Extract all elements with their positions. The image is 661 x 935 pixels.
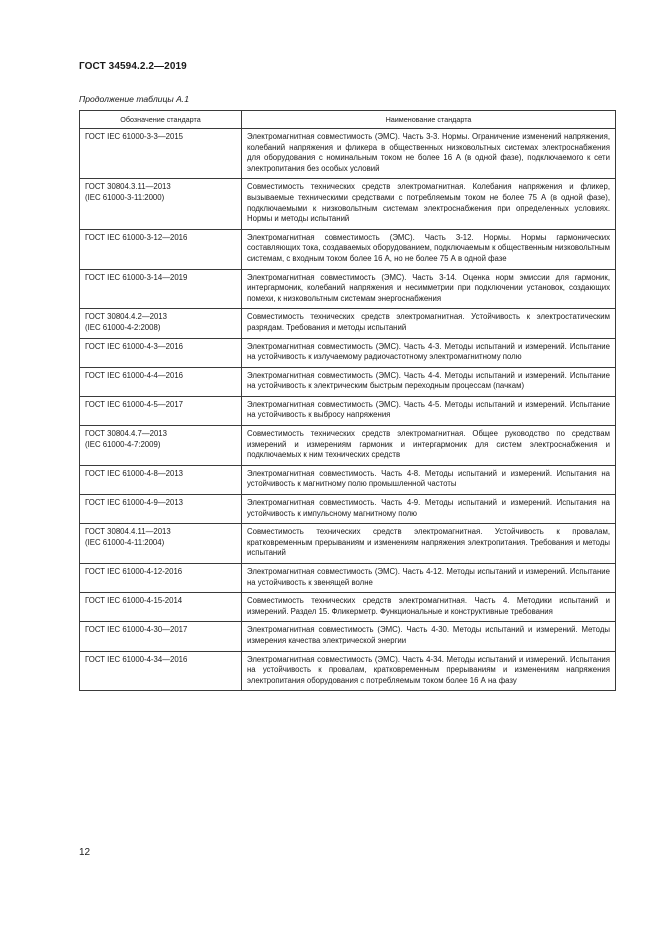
standard-code: ГОСТ IEC 61000-4-3—2016	[80, 338, 242, 367]
table-row	[80, 179, 616, 229]
standard-code: ГОСТ IEC 61000-4-34—2016	[80, 651, 242, 691]
table-caption: Продолжение таблицы А.1	[79, 94, 189, 104]
standard-name: Электромагнитная совместимость (ЭМС). Часть 3-3. Нормы. Ограничение изменений напряжения, колебаний напряжения и фликера в общественных низковольтных системах электроснабжения для оборудования с номинальным током не более 16 А (в одной фазе), подключаемого к сети электропитания без особых условий	[242, 129, 616, 179]
table-row	[80, 426, 616, 466]
table-row	[80, 229, 616, 269]
standard-name: Электромагнитная совместимость (ЭМС). Часть 4-34. Методы испытаний и измерений. Испытания на устойчивость к провалам, кратковременным прерываниям и изменениям напряжения электропитания оборудования с потребляемым током более 16 А на фазу	[242, 651, 616, 691]
table-row	[80, 651, 616, 691]
table-row	[80, 309, 616, 338]
standard-name: Электромагнитная совместимость (ЭМС). Часть 4-3. Методы испытаний и измерений. Испытание на устойчивость к излучаемому радиочастотному электромагнитному полю	[242, 338, 616, 367]
page-number: 12	[79, 847, 91, 858]
standard-name: Электромагнитная совместимость. Часть 4-8. Методы испытаний и измерений. Испытания на устойчивость к магнитному полю промышленной частоты	[242, 465, 616, 494]
standard-name: Совместимость технических средств электромагнитная. Колебания напряжения и фликер, вызываемые техническими средствами с потребляемым током не более 75 А (в одной фазе), подключаемыми к низковольтным системам электроснабжения при определенных условиях. Нормы и методы испытаний	[242, 179, 616, 229]
table-row	[80, 465, 616, 494]
standard-name: Электромагнитная совместимость (ЭМС). Часть 4-30. Методы испытаний и измерений. Методы измерения качества электрической энергии	[242, 622, 616, 651]
standard-name: Электромагнитная совместимость (ЭМС). Часть 4-5. Методы испытаний и измерений. Испытание на устойчивость к выбросу напряжения	[242, 396, 616, 425]
standard-code: ГОСТ IEC 61000-4-4—2016	[80, 367, 242, 396]
standard-code: ГОСТ IEC 61000-4-12-2016	[80, 564, 242, 593]
standard-code: ГОСТ 30804.3.11—2013 (IEC 61000-3-11:2000)	[80, 179, 242, 229]
standard-name: Совместимость технических средств электромагнитная. Общее руководство по средствам измерений и измерениям гармоник и интергармоник для систем электроснабжения и подключаемых к ним технических средств	[242, 426, 616, 466]
standard-name: Совместимость технических средств электромагнитная. Часть 4. Методики испытаний и измерений. Раздел 15. Фликерметр. Функциональные и конструктивные требования	[242, 593, 616, 622]
document-code-header: ГОСТ 34594.2.2—2019	[79, 61, 187, 72]
standard-code: ГОСТ IEC 61000-4-30—2017	[80, 622, 242, 651]
standard-code: ГОСТ IEC 61000-4-15-2014	[80, 593, 242, 622]
standard-name: Электромагнитная совместимость (ЭМС). Часть 3-14. Оценка норм эмиссии для гармоник, интергармоник, колебаний напряжения и несимметрии при подключении установок, создающих помехи, к низковольтным системам энергоснабжения	[242, 269, 616, 309]
standard-code: ГОСТ 30804.4.2—2013 (IEC 61000-4-2:2008)	[80, 309, 242, 338]
standard-code: ГОСТ IEC 61000-3-12—2016	[80, 229, 242, 269]
table-row	[80, 338, 616, 367]
table-row	[80, 367, 616, 396]
column-header-designation: Обозначение стандарта	[80, 111, 242, 129]
table-row	[80, 622, 616, 651]
standard-name: Электромагнитная совместимость. Часть 4-9. Методы испытаний и измерений. Испытания на устойчивость к импульсному магнитному полю	[242, 495, 616, 524]
standard-name: Совместимость технических средств электромагнитная. Устойчивость к электростатическим разрядам. Требования и методы испытаний	[242, 309, 616, 338]
standard-code: ГОСТ 30804.4.11—2013 (IEC 61000-4-11:2004)	[80, 524, 242, 564]
standard-code: ГОСТ IEC 61000-4-9—2013	[80, 495, 242, 524]
table-row	[80, 593, 616, 622]
table-row	[80, 524, 616, 564]
standard-code: ГОСТ IEC 61000-4-8—2013	[80, 465, 242, 494]
table-row	[80, 564, 616, 593]
standard-code: ГОСТ IEC 61000-4-5—2017	[80, 396, 242, 425]
standard-name: Электромагнитная совместимость (ЭМС). Часть 4-12. Методы испытаний и измерений. Испытание на устойчивость к звенящей волне	[242, 564, 616, 593]
standard-name: Электромагнитная совместимость (ЭМС). Часть 4-4. Методы испытаний и измерений. Испытание на устойчивость к электрическим быстрым переходным процессам (пачкам)	[242, 367, 616, 396]
standard-name: Совместимость технических средств электромагнитная. Устойчивость к провалам, кратковременным прерываниям и изменениям напряжения электропитания. Требования и методы испытаний	[242, 524, 616, 564]
table-row	[80, 129, 616, 179]
table-row	[80, 495, 616, 524]
table-row	[80, 269, 616, 309]
standard-code: ГОСТ 30804.4.7—2013 (IEC 61000-4-7:2009)	[80, 426, 242, 466]
standard-code: ГОСТ IEC 61000-3-14—2019	[80, 269, 242, 309]
column-header-title: Наименование стандарта	[242, 111, 616, 129]
standard-code: ГОСТ IEC 61000-3-3—2015	[80, 129, 242, 179]
table-row	[80, 396, 616, 425]
standard-name: Электромагнитная совместимость (ЭМС). Часть 3-12. Нормы. Нормы гармонических составляющих тока, создаваемых оборудованием, подключаемым к общественным низковольтным системам, с входным током более 16 А, но не более 75 А в одной фазе	[242, 229, 616, 269]
standards-table	[79, 110, 616, 691]
table-header-row	[80, 111, 616, 129]
